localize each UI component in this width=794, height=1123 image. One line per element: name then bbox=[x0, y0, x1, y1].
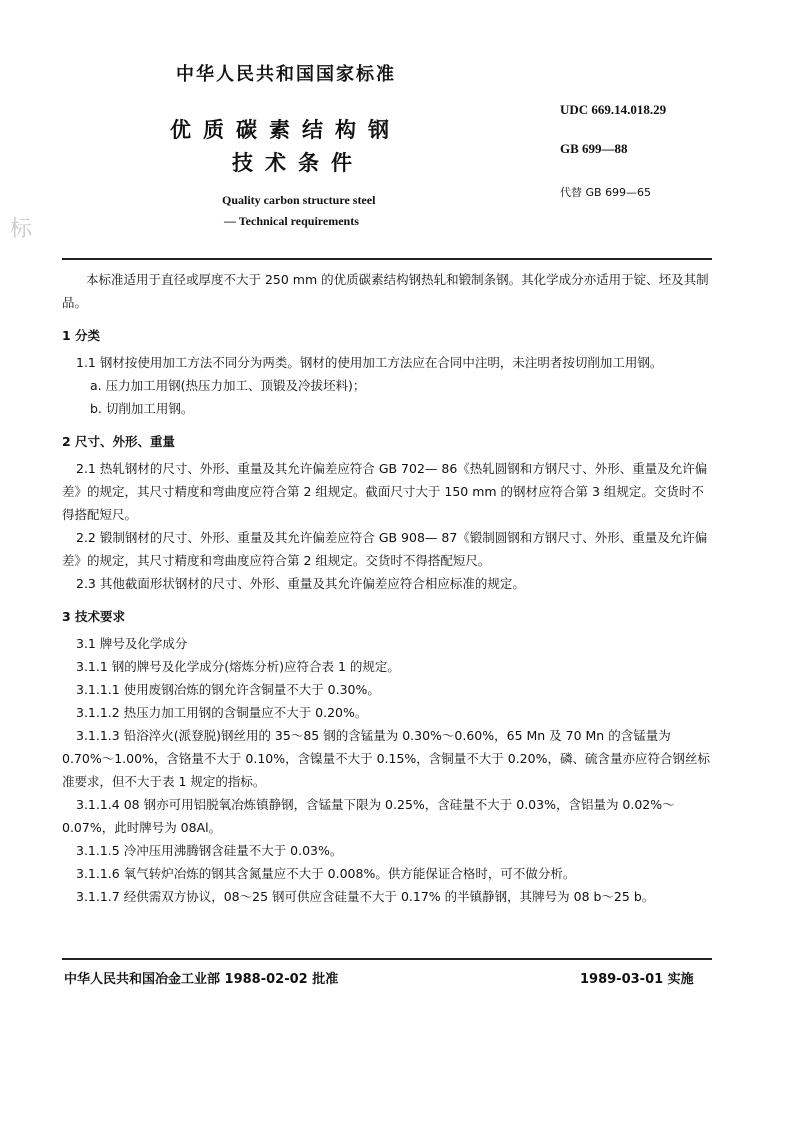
intro-paragraph: 本标准适用于直径或厚度不大于 250 mm 的优质碳素结构钢热轧和锻制条钢。其化学成分亦适用于锭、坯及其制品。 bbox=[62, 272, 709, 310]
country-standard-header: 中华人民共和国国家标准 bbox=[176, 64, 396, 85]
udc-number: UDC 669.14.018.29 bbox=[560, 102, 667, 117]
section-3 bbox=[62, 605, 710, 908]
document-title-line1: 优质碳素结构钢 bbox=[170, 118, 401, 142]
clause-paragraph: 1.1 钢材按使用加工方法不同分为两类。钢材的使用加工方法应在合同中注明，未注明者按切削加工用钢。 bbox=[76, 355, 663, 370]
clause-paragraph: 3.1 牌号及化学成分 bbox=[76, 636, 188, 651]
clause-paragraph: 3.1.1 钢的牌号及化学成分(熔炼分析)应符合表 1 的规定。 bbox=[76, 659, 400, 674]
side-watermark-mark: 标 bbox=[10, 217, 33, 242]
clause-paragraph: 3.1.1.5 冷冲压用沸腾钢含硅量不大于 0.03%。 bbox=[76, 843, 343, 858]
clause-paragraph: 3.1.1.1 使用废钢冶炼的钢允许含铜量不大于 0.30%。 bbox=[76, 682, 380, 697]
list-item: a. 压力加工用钢(热压力加工、顶锻及冷拔坯料)； bbox=[90, 378, 366, 393]
top-rule bbox=[62, 258, 712, 260]
clause-paragraph: 2.2 锻制钢材的尺寸、外形、重量及其允许偏差应符合 GB 908— 87《锻制圆钢和方钢尺寸、外形、重量及允许偏差》的规定，其尺寸精度和弯曲度应符合第 2 组规定。交货时不得搭配短尺。 bbox=[62, 530, 708, 568]
clause-paragraph: 3.1.1.7 经供需双方协议，08～25 钢可供应含硅量不大于 0.17% 的半镇静钢，其牌号为 08 b～25 b。 bbox=[76, 889, 655, 904]
section-heading: 3 技术要求 bbox=[62, 609, 126, 624]
bottom-rule bbox=[62, 958, 712, 960]
english-title-line2: — Technical requirements bbox=[224, 214, 359, 228]
gb-standard-number: GB 699—88 bbox=[560, 141, 628, 156]
english-title-line1: Quality carbon structure steel bbox=[222, 193, 376, 207]
clause-paragraph: 3.1.1.3 铅浴淬火(派登脱)钢丝用的 35～85 钢的含锰量为 0.30%～0.60%，65 Mn 及 70 Mn 的含锰量为 0.70%～1.00%，含铬量不大于 0.10%，含镍量不大于 0.15%，含铜量不大于 0.20%，磷、硫含量亦应符合钢丝标准要求，但不大于表 1 规定的指标。 bbox=[62, 728, 710, 789]
section-1 bbox=[62, 324, 710, 420]
document-body bbox=[62, 268, 710, 908]
clause-paragraph: 3.1.1.6 氧气转炉冶炼的钢其含氮量应不大于 0.008%。供方能保证合格时，可不做分析。 bbox=[76, 866, 576, 881]
clause-paragraph: 3.1.1.4 08 钢亦可用铝脱氧冶炼镇静钢，含锰量下限为 0.25%，含硅量不大于 0.03%，含铝量为 0.02%～0.07%，此时牌号为 08Al。 bbox=[62, 797, 675, 835]
section-heading: 2 尺寸、外形、重量 bbox=[62, 434, 176, 449]
list-item: b. 切削加工用钢。 bbox=[90, 401, 194, 416]
section-2 bbox=[62, 430, 710, 595]
replaces-standard: 代替 GB 699—65 bbox=[560, 186, 652, 199]
clause-paragraph: 2.1 热轧钢材的尺寸、外形、重量及其允许偏差应符合 GB 702— 86《热轧圆钢和方钢尺寸、外形、重量及允许偏差》的规定，其尺寸精度和弯曲度应符合第 2 组规定。截面尺寸大于 150 mm 的钢材应符合第 3 组规定。交货时不得搭配短尺。 bbox=[62, 461, 708, 522]
clause-paragraph: 3.1.1.2 热压力加工用钢的含铜量应不大于 0.20%。 bbox=[76, 705, 368, 720]
approval-statement: 中华人民共和国冶金工业部 1988-02-02 批准 bbox=[64, 972, 339, 987]
document-title-line2: 技术条件 bbox=[232, 151, 364, 175]
effective-date: 1989-03-01 实施 bbox=[580, 972, 694, 987]
clause-paragraph: 2.3 其他截面形状钢材的尺寸、外形、重量及其允许偏差应符合相应标准的规定。 bbox=[76, 576, 525, 591]
section-heading: 1 分类 bbox=[62, 328, 101, 343]
